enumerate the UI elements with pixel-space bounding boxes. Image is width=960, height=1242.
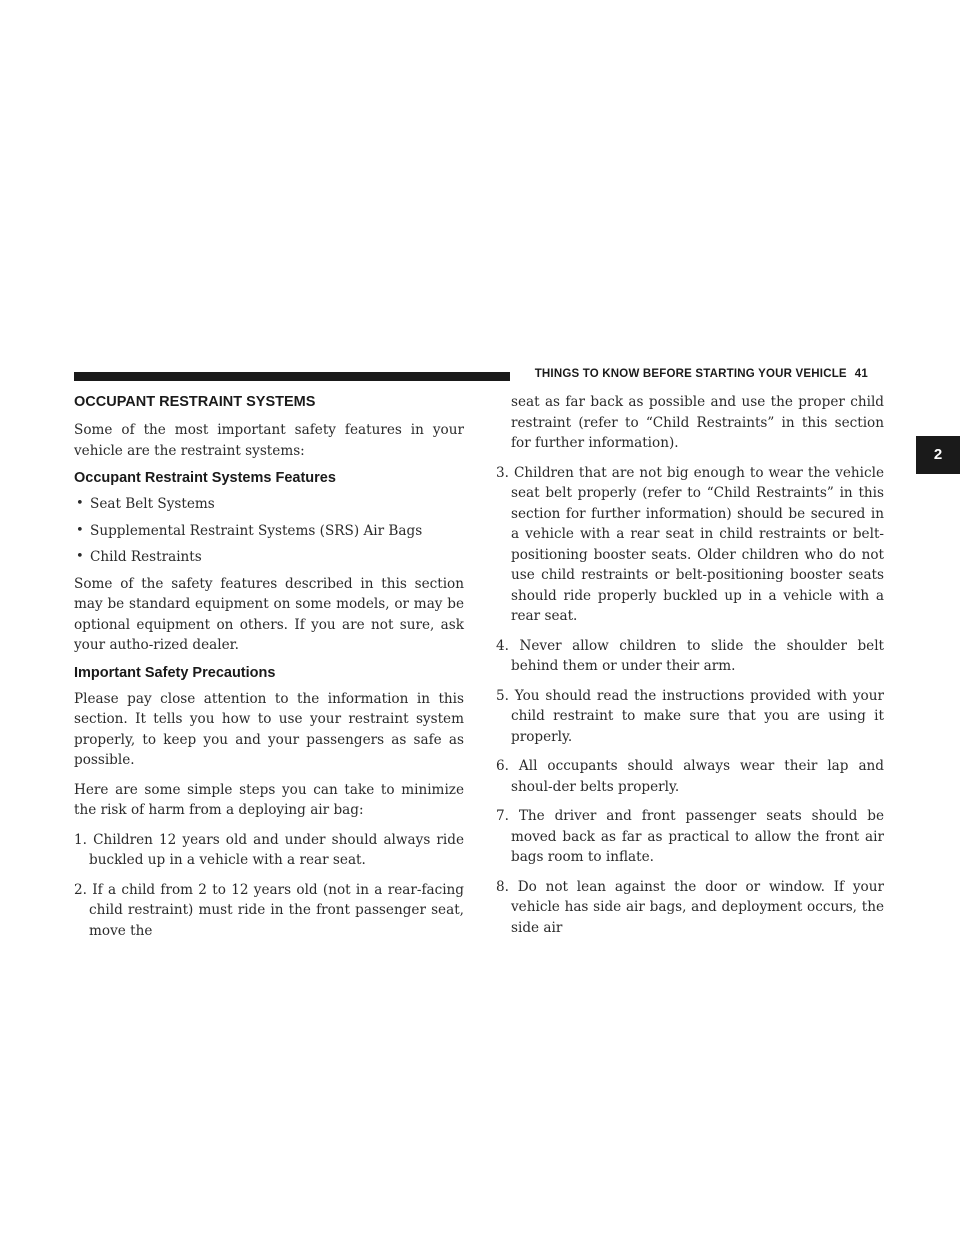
list-item: • Supplemental Restraint Systems (SRS) Air Bags bbox=[74, 521, 464, 542]
features-list bbox=[74, 494, 464, 568]
list-item: 2. If a child from 2 to 12 years old (not in a rear-facing child restraint) must ride in the front passenger seat, move the bbox=[74, 881, 464, 939]
list-item: 1. Children 12 years old and under should always ride buckled up in a vehicle with a rear seat. bbox=[74, 831, 464, 868]
list-item: 7. The driver and front passenger seats should be moved back as far as practical to allow the front air bags room to inflate. bbox=[496, 808, 884, 865]
header-rule bbox=[74, 372, 510, 381]
bullet-icon: • bbox=[76, 522, 84, 538]
list-item: 3. Children that are not big enough to wear the vehicle seat belt properly (refer to “Child Restraints” in this section for further information) should be secured in a vehicle with a rear seat in child restraints or belt-positioning booster seats. Older children who do not use child restraints or belt-positioning booster seats should ride properly buckled up in a vehicle with a rear seat. bbox=[496, 464, 884, 624]
header-title: THINGS TO KNOW BEFORE STARTING YOUR VEHICLE bbox=[534, 368, 847, 380]
steps-list-right bbox=[496, 463, 884, 939]
list-item: • Child Restraints bbox=[74, 547, 464, 568]
page-number: 41 bbox=[854, 368, 868, 380]
bullet-icon: • bbox=[76, 496, 84, 511]
section-heading: OCCUPANT RESTRAINT SYSTEMS bbox=[74, 394, 316, 410]
precautions-paragraph-1: Please pay close attention to the information in this section. It tells you how to use your restraint system properly, to keep you and your passengers as safe as possible. bbox=[74, 690, 464, 768]
list-item: 4. Never allow children to slide the shoulder belt behind them or under their arm. bbox=[496, 637, 884, 674]
list-item: 5. You should read the instructions provided with your child restraint to make sure that you are using it properly. bbox=[496, 687, 884, 745]
list-item: 6. All occupants should always wear their lap and shoul-der belts properly. bbox=[496, 758, 884, 795]
features-note: Some of the safety features described in this section may be standard equipment on some models, or may be optional equipment on others. If you are not sure, ask your autho-rized dealer. bbox=[74, 575, 464, 653]
bullet-icon: • bbox=[76, 549, 84, 564]
precautions-paragraph-2: Here are some simple steps you can take to minimize the risk of harm from a deploying air bag: bbox=[74, 781, 464, 818]
chapter-tab: 2 bbox=[916, 436, 960, 474]
running-header bbox=[535, 368, 868, 380]
intro-paragraph: Some of the most important safety features in your vehicle are the restraint systems: bbox=[74, 422, 464, 459]
steps-list-left bbox=[74, 830, 464, 942]
list-item: • Seat Belt Systems bbox=[74, 494, 464, 515]
step-2-continuation: seat as far back as possible and use the proper child restraint (refer to “Child Restraints” in this section for further information). bbox=[511, 394, 884, 451]
left-column bbox=[74, 392, 464, 950]
features-heading: Occupant Restraint Systems Features bbox=[74, 470, 336, 486]
precautions-heading: Important Safety Precautions bbox=[74, 664, 276, 681]
right-column bbox=[496, 392, 884, 947]
list-item: 8. Do not lean against the door or window. If your vehicle has side air bags, and deployment occurs, the side air bbox=[496, 878, 884, 936]
